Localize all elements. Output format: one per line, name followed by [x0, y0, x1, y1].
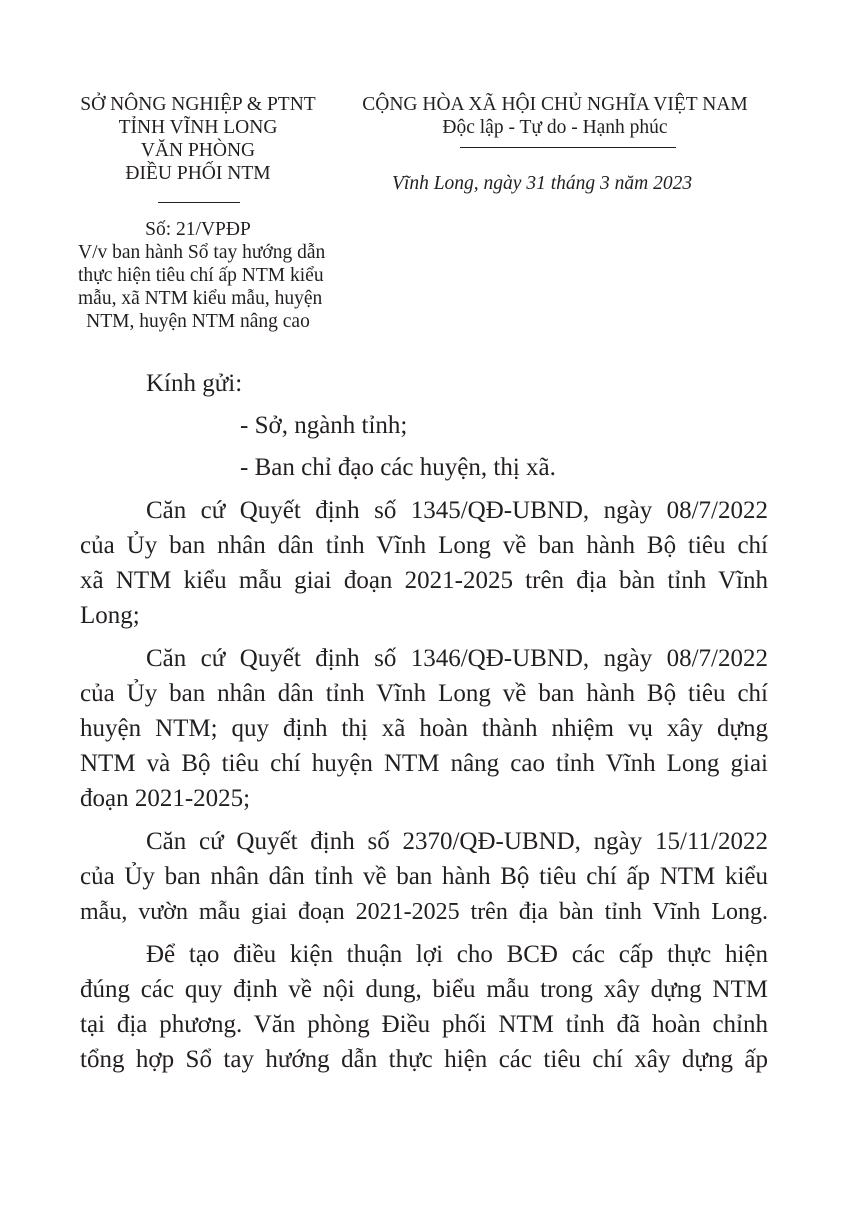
subject-line: thực hiện tiêu chí ấp NTM kiểu: [78, 265, 324, 286]
date-line: Vĩnh Long, ngày 31 tháng 3 năm 2023: [392, 173, 693, 194]
office-line-2: ĐIỀU PHỐI NTM: [125, 163, 271, 184]
document-number: Số: 21/VPĐP: [145, 219, 251, 240]
paragraph-line: Căn cứ Quyết định số 2370/QĐ-UBND, ngày 15/11/2022: [146, 828, 768, 855]
paragraph-line: huyện NTM; quy định thị xã hoàn thành nhiệm vụ xây dựng: [80, 715, 768, 742]
paragraph-line: tại địa phương. Văn phòng Điều phối NTM tỉnh đã hoàn chỉnh: [80, 1011, 768, 1038]
paragraph-line: của Ủy ban nhân dân tỉnh Vĩnh Long về ban hành Bộ tiêu chí: [80, 532, 768, 559]
paragraph-line: đúng các quy định về nội dung, biểu mẫu trong xây dựng NTM: [80, 976, 768, 1003]
paragraph-line: Căn cứ Quyết định số 1346/QĐ-UBND, ngày 08/7/2022: [146, 645, 768, 672]
motto-underline: [460, 147, 676, 148]
issuing-agency: [78, 93, 318, 185]
subject-line: V/v ban hành Sổ tay hướng dẫn: [78, 242, 326, 263]
office-line-1: VĂN PHÒNG: [140, 140, 256, 161]
paragraph-line: đoạn 2021-2025;: [80, 785, 251, 812]
paragraph-line: của Ủy ban nhân dân tỉnh về ban hành Bộ tiêu chí ấp NTM kiểu: [80, 863, 768, 890]
agency-line-1: SỞ NÔNG NGHIỆP & PTNT: [80, 94, 316, 115]
paragraph-line: Để tạo điều kiện thuận lợi cho BCĐ các cấp thực hiện: [146, 941, 768, 968]
country-name: CỘNG HÒA XÃ HỘI CHỦ NGHĨA VIỆT NAM: [362, 94, 748, 115]
salutation: Kính gửi:: [146, 370, 243, 397]
paragraph-line: của Ủy ban nhân dân tỉnh Vĩnh Long về ban hành Bộ tiêu chí: [80, 680, 768, 707]
paragraph-line: tổng hợp Sổ tay hướng dẫn thực hiện các tiêu chí xây dựng ấp: [80, 1046, 768, 1073]
subject-line: mẫu, xã NTM kiểu mẫu, huyện: [78, 288, 323, 309]
agency-line-2: TỈNH VĨNH LONG: [118, 117, 278, 138]
paragraph-line: mẫu, vườn mẫu giai đoạn 2021-2025 trên địa bàn tỉnh Vĩnh Long.: [80, 899, 768, 925]
national-heading: [342, 93, 768, 139]
subject-line: NTM, huyện NTM nâng cao: [86, 311, 310, 332]
paragraph-line: NTM và Bộ tiêu chí huyện NTM nâng cao tỉnh Vĩnh Long giai: [80, 750, 768, 777]
document-reference: [78, 218, 326, 333]
paragraph-line: Căn cứ Quyết định số 1345/QĐ-UBND, ngày 08/7/2022: [146, 497, 768, 524]
recipient-item: - Ban chỉ đạo các huyện, thị xã.: [240, 454, 556, 481]
recipient-item: - Sở, ngành tỉnh;: [240, 412, 408, 439]
national-motto: Độc lập - Tự do - Hạnh phúc: [442, 117, 668, 138]
agency-underline: [158, 202, 240, 203]
paragraph-line: xã NTM kiểu mẫu giai đoạn 2021-2025 trên địa bàn tỉnh Vĩnh: [80, 567, 768, 594]
paragraph-line: Long;: [80, 602, 140, 629]
